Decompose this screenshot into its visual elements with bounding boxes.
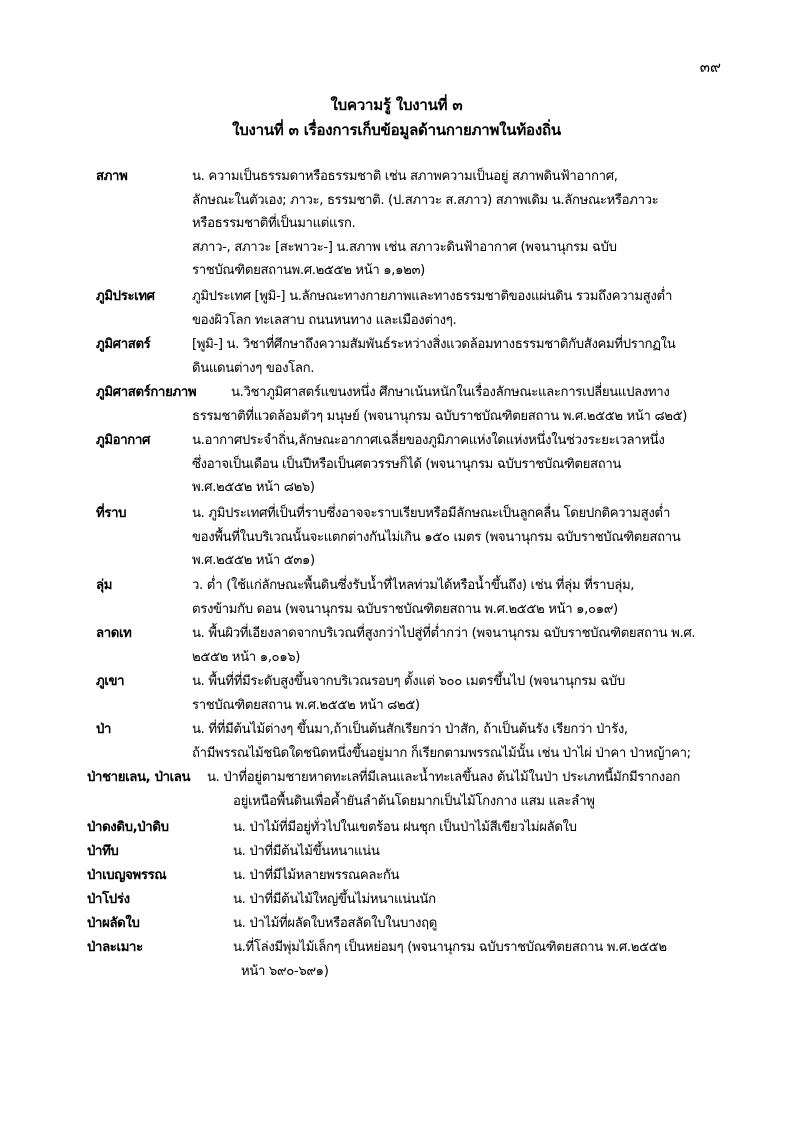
definition-line: ลักษณะในตัวเอง; ภาวะ, ธรรมชาติ. (ป.สภาวะ ส.สภาว) สภาพเดิม น.ลักษณะหรือภาวะ — [192, 192, 659, 208]
definition-line: ของผิวโลก ทะเลสาบ ถนนหนทาง และเมืองต่างๆ. — [192, 312, 457, 328]
glossary-term: ป่าผลัดใบ — [87, 916, 140, 931]
definition-line: หน้า ๖๙๐-๖๙๑) — [241, 963, 329, 979]
definition-line: สภาว-, สภาวะ [สะพาวะ-] น.สภาพ เช่น สภาวะดินฟ้าอากาศ (พจนานุกรม ฉบับ — [192, 239, 617, 255]
glossary-term: ภูมิศาสตร์ — [96, 337, 151, 352]
glossary-term: ป่าละเมาะ — [87, 940, 143, 955]
glossary-term: ที่ราบ — [96, 506, 127, 521]
definition-line: น.ที่โล่งมีพุ่มไม้เล็กๆ เป็นหย่อมๆ (พจนานุกรม ฉบับราชบัณฑิตยสถาน พ.ศ.๒๕๕๒ — [233, 940, 667, 955]
definition-line: ธรรมชาติที่แวดล้อมตัวๆ มนุษย์ (พจนานุกรม ฉบับราชบัณฑิตยสถาน พ.ศ.๒๕๕๒ หน้า ๘๒๕) — [192, 408, 688, 424]
glossary-term: ป่า — [96, 722, 112, 737]
definition-line: น. ป่าที่มีไม้หลายพรรณคละกัน — [233, 868, 400, 883]
document-title: ใบความรู้ ใบงานที่ ๓ — [330, 96, 463, 114]
definition-line: น. ป่าไม้ที่ผลัดใบหรือสลัดใบในบางฤดู — [233, 916, 437, 931]
definition-line: น.วิชาภูมิศาสตร์แขนงหนึ่ง ศึกษาเน้นหนักในเรื่องลักษณะและการเปลี่ยนแปลงทาง — [231, 385, 670, 400]
definition-line: พ.ศ.๒๕๕๒ หน้า ๕๓๑) — [192, 553, 315, 568]
glossary-term: ภูมิศาสตร์กายภาพ — [96, 385, 197, 400]
definition-line: น. ป่าไม้ที่มีอยู่ทั่วไปในเขตร้อน ฝนชุก เป็นป่าไม้สีเขียวไม่ผลัดใบ — [233, 820, 577, 835]
definition-line: น. ป่าที่อยู่ตามชายหาดทะเลที่มีเลนและน้ำทะเลขึ้นลง ต้นไม้ในป่า ประเภทนี้มักมีรากงอก — [207, 770, 681, 785]
glossary-term: ป่าดงดิบ,ป่าดิบ — [87, 820, 169, 835]
definition-line: ว. ต่ำ (ใช้แก่ลักษณะพื้นดินซึ่งรับน้ำที่ไหลท่วมได้หรือน้ำขึ้นถึง) เช่น ที่ลุ่ม ที่ราบลุ่ม, — [192, 578, 635, 593]
definition-line: ราชบัณฑิตยสถาน พ.ศ.๒๕๕๒ หน้า ๘๒๕) — [192, 697, 420, 713]
glossary-term: ป่าชายเลน, ป่าเลน — [87, 770, 191, 785]
glossary-term: ป่าทึบ — [87, 844, 119, 859]
definition-line: น. พื้นที่ที่มีระดับสูงขึ้นจากบริเวณรอบๆ ตั้งแต่ ๖๐๐ เมตรขึ้นไป (พจนานุกรม ฉบับ — [192, 674, 625, 689]
glossary-term: ภูเขา — [96, 674, 125, 689]
definition-line: ถ้ามีพรรณไม้ชนิดใดชนิดหนึ่งขึ้นอยู่มาก ก็เรียกตามพรรณไม้นั้น เช่น ป่าไผ่ ป่าคา ป่าหญ้าคา; — [192, 745, 691, 761]
definition-line: ซึ่งอาจเป็นเดือน เป็นปีหรือเป็นศตวรรษก็ได้ (พจนานุกรม ฉบับราชบัณฑิตยสถาน — [192, 456, 622, 472]
glossary-term: ป่าเบญจพรรณ — [87, 868, 167, 883]
definition-line: น.อากาศประจำถิ่น,ลักษณะอากาศเฉลี่ยของภูมิภาคแห่งใดแห่งหนึ่งในช่วงระยะเวลาหนึ่ง — [192, 433, 665, 448]
glossary-term: ภูมิอากาศ — [96, 433, 151, 448]
glossary-term: ลุ่ม — [96, 578, 113, 593]
definition-line: อยู่เหนือพื้นดินเพื่อค้ำยันลำต้นโดยมากเป็นไม้โกงกาง แสม และลำพู — [233, 793, 595, 809]
definition-line: น. พื้นผิวที่เอียงลาดจากบริเวณที่สูงกว่าไปสู่ที่ต่ำกว่า (พจนานุกรม ฉบับราชบัณฑิตยสถาน พ.ศ. — [192, 626, 696, 641]
definition-line: น. ความเป็นธรรมดาหรือธรรมชาติ เช่น สภาพความเป็นอยู่ สภาพดินฟ้าอากาศ, — [192, 169, 618, 184]
definition-line: ดินแดนต่างๆ ของโลก. — [192, 360, 315, 376]
glossary-term: สภาพ — [96, 169, 128, 184]
definition-line: หรือธรรมชาติที่เป็นมาแต่แรก. — [192, 216, 356, 231]
definition-line: [พูมิ-] น. วิชาที่ศึกษาถึงความสัมพันธ์ระหว่างสิ่งแวดล้อมทางธรรมชาติกับสังคมที่ปรากฏใน — [192, 337, 676, 352]
definition-line: น. ที่ที่มีต้นไม้ต่างๆ ขึ้นมา,ถ้าเป็นต้นสักเรียกว่า ป่าสัก, ถ้าเป็นต้นรัง เรียกว่า ป่ารัง, — [192, 722, 628, 737]
document-subtitle: ใบงานที่ ๓ เรื่องการเก็บข้อมูลด้านกายภาพในท้องถิ่น — [232, 121, 561, 139]
definition-line: น. ภูมิประเทศที่เป็นที่ราบซึ่งอาจจะราบเรียบหรือมีลักษณะเป็นลูกคลื่น โดยปกติความสูงต่ำ — [192, 506, 671, 521]
glossary-term: ลาดเท — [96, 626, 132, 641]
definition-line: ๒๕๕๒ หน้า ๑,๐๑๖) — [192, 649, 301, 665]
definition-line: ภูมิประเทศ [พูมิ-] น.ลักษณะทางกายภาพและทางธรรมชาติของแผ่นดิน รวมถึงความสูงต่ำ — [192, 289, 673, 304]
definition-line: พ.ศ.๒๕๕๒ หน้า ๘๒๖) — [192, 480, 315, 495]
glossary-term: ป่าโปร่ง — [87, 892, 130, 907]
definition-line: น. ป่าที่มีต้นไม้ใหญ่ขึ้นไม่หนาแน่นนัก — [233, 892, 436, 907]
page-number: ๓๙ — [699, 58, 721, 76]
glossary-term: ภูมิประเทศ — [96, 289, 155, 304]
definition-line: น. ป่าที่มีต้นไม้ขึ้นหนาแน่น — [233, 844, 380, 859]
definition-line: ของพื้นที่ในบริเวณนั้นจะแตกต่างกันไม่เกิน ๑๕๐ เมตร (พจนานุกรม ฉบับราชบัณฑิตยสถาน — [192, 529, 681, 545]
definition-line: ราชบัณฑิตยสถานพ.ศ.๒๕๕๒ หน้า ๑,๑๒๓) — [192, 263, 425, 278]
definition-line: ตรงข้ามกับ ดอน (พจนานุกรม ฉบับราชบัณฑิตยสถาน พ.ศ.๒๕๕๒ หน้า ๑,๐๑๙) — [192, 601, 618, 617]
